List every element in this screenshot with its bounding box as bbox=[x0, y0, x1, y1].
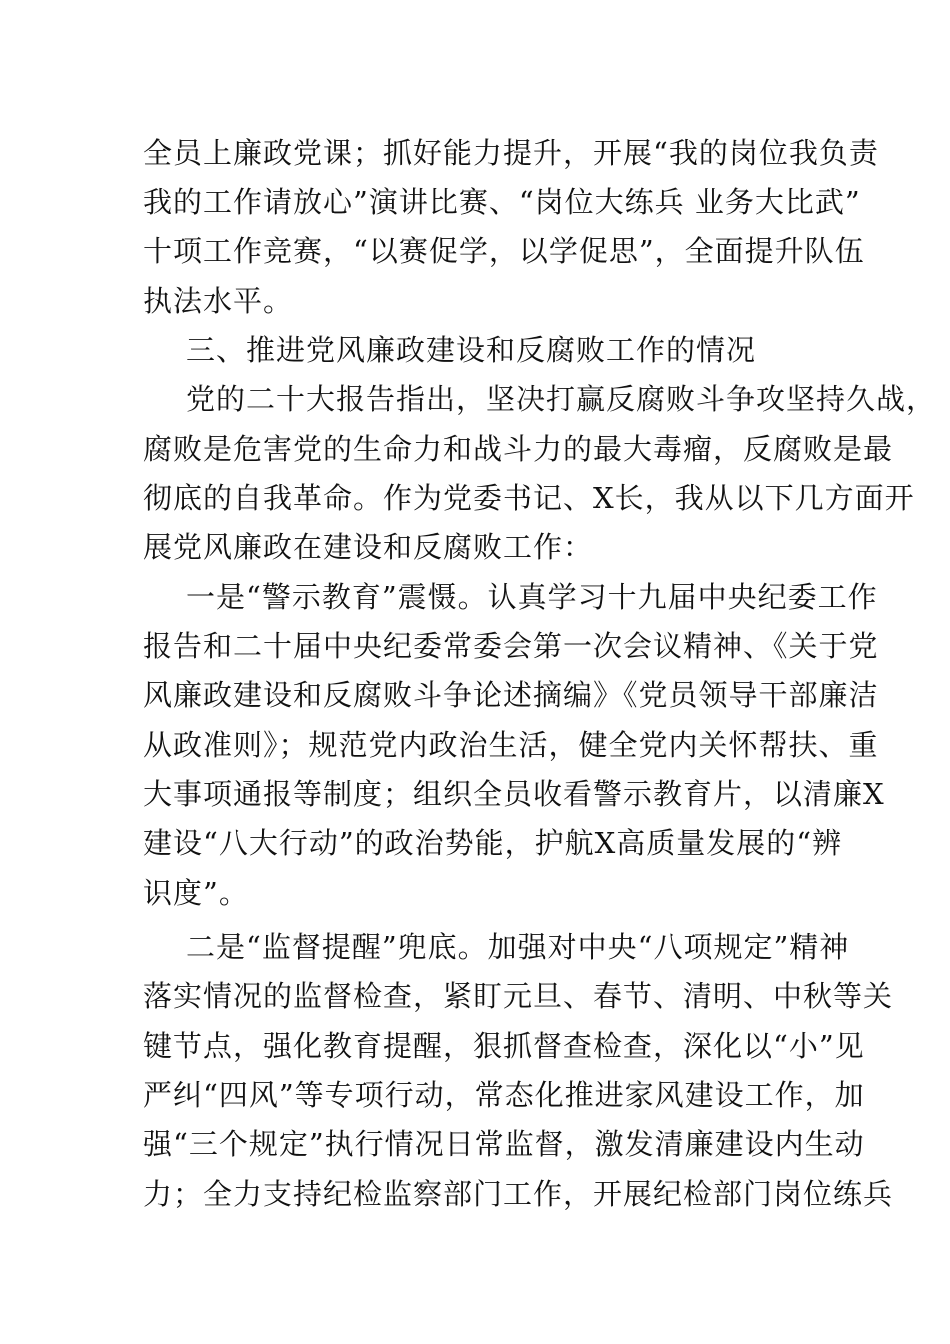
text-line: 二是“监督提醒”兜底。加强对中央“八项规定”精神 bbox=[186, 930, 850, 964]
text-line: 严纠“四风”等专项行动，常态化推进家风建设工作，加 bbox=[143, 1078, 865, 1112]
text-line: 腐败是危害党的生命力和战斗力的最大毒瘤，反腐败是最 bbox=[143, 432, 894, 466]
text-line: 全员上廉政党课；抓好能力提升，开展“我的岗位我负责 bbox=[143, 136, 879, 170]
text-line: 风廉政建设和反腐败斗争论述摘编》《党员领导干部廉洁 bbox=[143, 678, 879, 712]
section-heading: 三、推进党风廉政建设和反腐败工作的情况 bbox=[186, 333, 757, 367]
text-line: 识度”。 bbox=[143, 876, 249, 910]
text-line: 十项工作竞赛，“以赛促学，以学促思”，全面提升队伍 bbox=[143, 234, 865, 268]
text-line: 落实情况的监督检查，紧盯元旦、春节、清明、中秋等关 bbox=[143, 979, 894, 1013]
text-line: 我的工作请放心”演讲比赛、“岗位大练兵 业务大比武” bbox=[143, 185, 861, 219]
text-line: 建设“八大行动”的政治势能，护航X高质量发展的“辨 bbox=[143, 826, 843, 860]
text-line: 执法水平。 bbox=[143, 284, 294, 318]
text-line: 党的二十大报告指出，坚决打赢反腐败斗争攻坚持久战， bbox=[186, 382, 937, 416]
text-line: 报告和二十届中央纪委常委会第一次会议精神、《关于党 bbox=[143, 629, 879, 663]
text-line: 彻底的自我革命。作为党委书记、X长，我从以下几方面开 bbox=[143, 481, 915, 515]
text-line: 从政准则》；规范党内政治生活，健全党内关怀帮扶、重 bbox=[143, 728, 879, 762]
text-line: 展党风廉政在建设和反腐败工作： bbox=[143, 530, 594, 564]
text-line: 力；全力支持纪检监察部门工作，开展纪检部门岗位练兵 bbox=[143, 1177, 894, 1211]
text-line: 大事项通报等制度；组织全员收看警示教育片，以清廉X bbox=[143, 777, 885, 811]
text-line: 一是“警示教育”震慑。认真学习十九届中央纪委工作 bbox=[186, 580, 878, 614]
text-line: 键节点，强化教育提醒，狠抓督查检查，深化以“小”见 bbox=[143, 1029, 865, 1063]
text-line: 强“三个规定”执行情况日常监督，激发清廉建设内生动 bbox=[143, 1127, 865, 1161]
